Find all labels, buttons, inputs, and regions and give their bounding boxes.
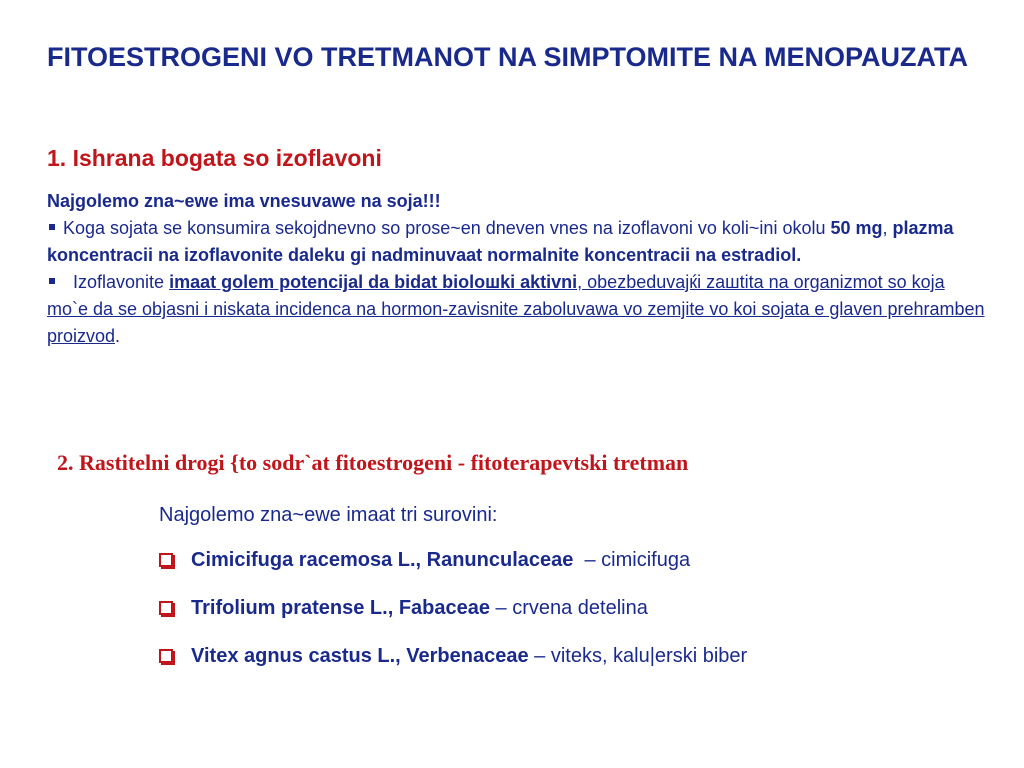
slide-title: FITOESTROGENI VO TRETMANOT NA SIMPTOMITE NA MENOPAUZATA (47, 42, 968, 72)
section2-intro: Najgolemo zna~ewe imaat tri surovini: (159, 504, 498, 526)
square-bullet-icon (49, 278, 55, 284)
plant-list (159, 548, 747, 692)
section1-body (47, 188, 987, 350)
section2-heading: 2. Rastitelni drogi {to sodr`at fitoestrogeni - fitoterapevtski tretman (57, 450, 689, 475)
list-item: Cimicifuga racemosa L., Ranunculaceae – cimicifuga (159, 548, 747, 572)
section1-lead: Najgolemo zna~ewe ima vnesuvawe na soja!!! (47, 191, 441, 211)
list-item: Vitex agnus castus L., Verbenaceae – viteks, kalu|erski biber (159, 644, 747, 668)
square-bullet-icon (49, 224, 55, 230)
checkbox-bullet-icon (159, 601, 173, 615)
checkbox-bullet-icon (159, 553, 173, 567)
list-item: Trifolium pratense L., Fabaceae – crvena detelina (159, 596, 747, 620)
section1-bullet-1: Koga sojata se konsumira sekojdnevno so prose~en dneven vnes na izoflavoni vo koli~ini okolu 50 mg, plazma koncentracii na izoflavonite daleku gi nadminuvaat normalnite koncentracii na estradiol. (47, 218, 954, 265)
checkbox-bullet-icon (159, 649, 173, 663)
section1-heading: 1. Ishrana bogata so izoflavoni (47, 145, 382, 171)
section1-bullet-2: Izoflavonite imaat golem potencijal da bidat bioloшki aktivni, obezbeduvaјќi zaшtita na organizmot so koja mo`e da se objasni i niskata incidenca na hormon-zavisnite zaboluvawa vo zemjite vo koi sojata e glaven prehramben proizvod. (47, 272, 985, 346)
